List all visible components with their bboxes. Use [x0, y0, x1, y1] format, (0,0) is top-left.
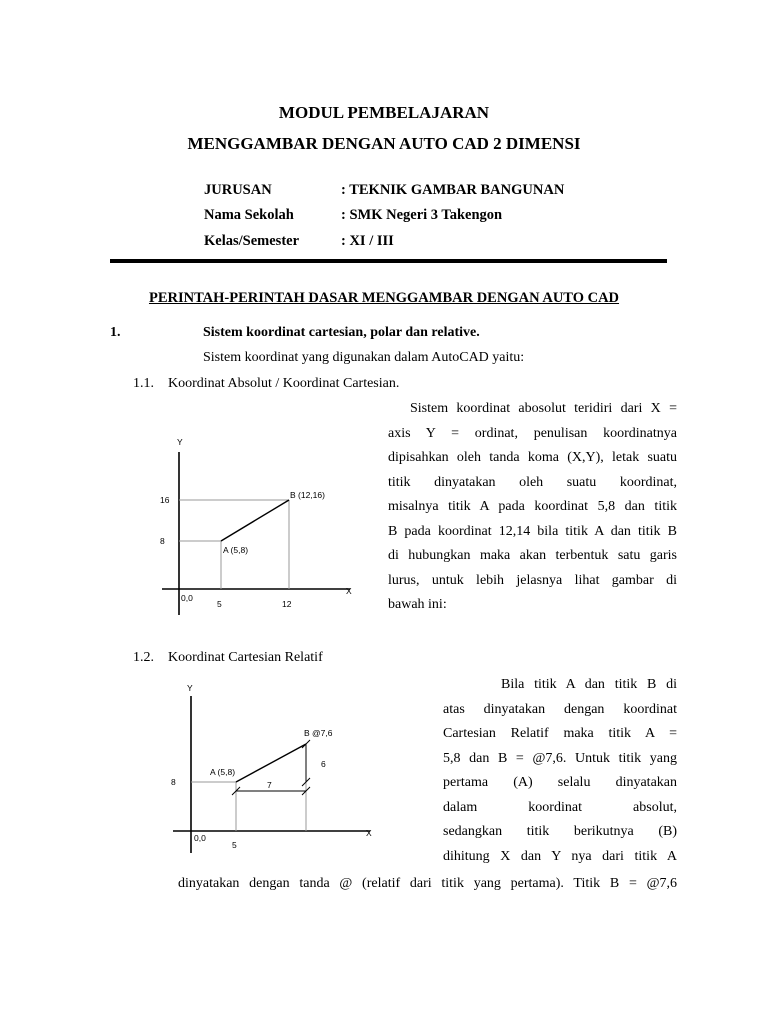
info-value-sekolah: : SMK Negeri 3 Takengon — [341, 207, 503, 223]
info-label-jurusan: JURUSAN — [204, 182, 272, 198]
item-number: 1. — [110, 325, 121, 340]
tick-label-x: 5 — [217, 599, 222, 609]
origin-label: 0,0 — [194, 833, 206, 843]
info-label-sekolah: Nama Sekolah — [204, 207, 294, 223]
axis-label-y: Y — [177, 437, 183, 447]
axis-label-x: X — [346, 586, 352, 596]
paragraph-line: dalam koordinat absolut, — [443, 799, 677, 815]
dimension-label-dy: 6 — [321, 759, 326, 769]
section-title: PERINTAH-PERINTAH DASAR MENGGAMBAR DENGAN AUTO CAD — [148, 290, 620, 306]
subsection-number: 1.2. — [133, 650, 154, 665]
paragraph-line: Sistem koordinat abosolut teridiri dari X = — [410, 401, 677, 416]
paragraph-line: pertama (A) selalu dinyatakan — [443, 775, 677, 790]
paragraph-line: Bila titik A dan titik B di — [501, 677, 677, 692]
paragraph-line: dinyatakan dengan tanda @ (relatif dari titik yang pertama). Titik B = @7,6 — [178, 876, 677, 891]
document-subtitle: MENGGAMBAR DENGAN AUTO CAD 2 DIMENSI — [187, 134, 581, 153]
axis-label-y: Y — [187, 683, 193, 693]
info-value-jurusan: : TEKNIK GAMBAR BANGUNAN — [341, 182, 565, 198]
subsection-number: 1.1. — [133, 376, 154, 391]
header-divider — [110, 259, 667, 263]
paragraph-line: di hubungkan maka akan terbentuk satu garis — [388, 548, 677, 563]
paragraph-line: 5,8 dan B = @7,6. Untuk titik yang — [443, 750, 677, 766]
subsection-title: Koordinat Absolut / Koordinat Cartesian. — [168, 376, 400, 391]
subsection-paragraph — [443, 673, 677, 869]
paragraph-line: lurus, untuk lebih jelasnya lihat gambar di — [388, 572, 677, 588]
info-value-kelas: : XI / III — [341, 233, 394, 249]
point-label-b: B @7,6 — [304, 728, 333, 738]
line-ab — [221, 500, 289, 541]
paragraph-continuation — [178, 872, 677, 897]
paragraph-line: bawah ini: — [388, 597, 447, 612]
tick-label-x: 5 — [232, 840, 237, 850]
info-label-kelas: Kelas/Semester — [204, 233, 300, 249]
point-label-a: A (5,8) — [223, 545, 249, 555]
paragraph-line: dipisahkan oleh tanda koma (X,Y), letak suatu — [388, 450, 677, 465]
origin-label: 0,0 — [181, 593, 193, 603]
axis-label-x: X — [366, 828, 372, 838]
document-title: MODUL PEMBELAJARAN — [278, 103, 490, 122]
tick-label-y: 8 — [171, 777, 176, 787]
tick-label-x: 12 — [282, 599, 292, 609]
paragraph-line: Cartesian Relatif maka titik A = — [443, 726, 677, 741]
dimension-label-dx: 7 — [267, 780, 272, 790]
paragraph-line: dihitung X dan Y nya dari titik A — [443, 848, 677, 864]
paragraph-line: B pada koordinat 12,14 bila titik A dan titik B — [388, 523, 677, 539]
paragraph-line: misalnya titik A pada koordinat 5,8 dan titik — [388, 499, 677, 514]
line-ab — [236, 744, 306, 782]
paragraph-line: sedangkan titik berikutnya (B) — [443, 824, 677, 839]
item-heading: Sistem koordinat cartesian, polar dan relative. — [203, 325, 480, 340]
item-intro: Sistem koordinat yang digunakan dalam AutoCAD yaitu: — [203, 350, 525, 365]
paragraph-line: titik dinyatakan oleh suatu koordinat, — [388, 474, 677, 490]
paragraph-line: atas dinyatakan dengan koordinat — [443, 701, 677, 717]
paragraph-line: axis Y = ordinat, penulisan koordinatnya — [388, 425, 677, 441]
point-label-a: A (5,8) — [210, 767, 236, 777]
tick-label-y: 16 — [160, 495, 170, 505]
figure-relative-coordinates — [165, 678, 385, 858]
subsection-title: Koordinat Cartesian Relatif — [168, 650, 323, 665]
subsection-paragraph — [388, 397, 677, 618]
tick-label-y: 8 — [160, 536, 165, 546]
figure-absolute-coordinates — [150, 430, 370, 620]
point-label-b: B (12,16) — [290, 490, 325, 500]
